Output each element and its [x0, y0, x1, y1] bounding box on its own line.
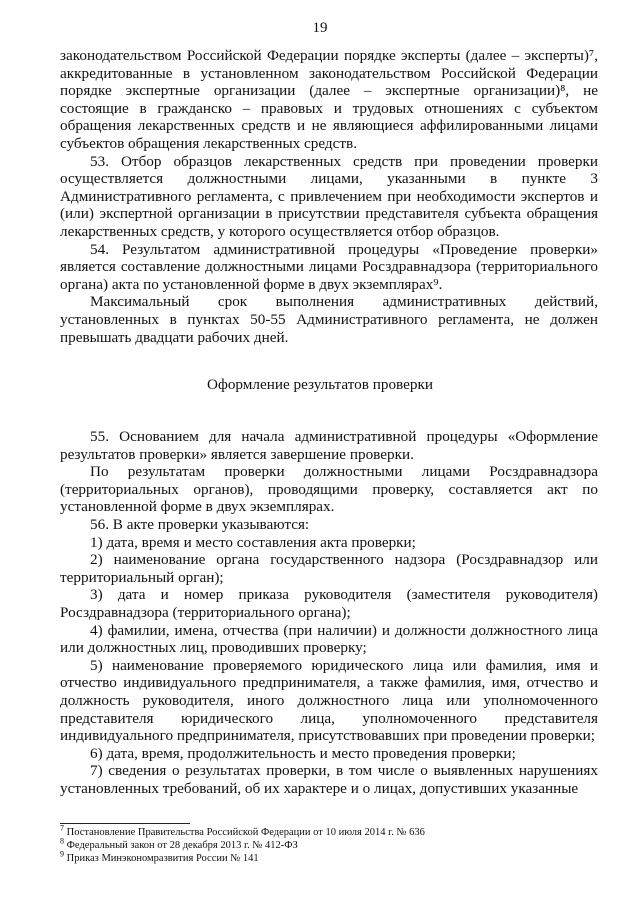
list-item-3: 3) дата и номер приказа руководителя (заместителя руководителя) Росздравнадзора (территориального органа); [60, 586, 598, 621]
paragraph-max-term: Максимальный срок выполнения административных действий, установленных в пунктах 50-55 Административного регламента, не должен превышать двадцати рабочих дней. [60, 293, 598, 346]
body-text-top [60, 47, 598, 346]
list-item-1: 1) дата, время и место составления акта проверки; [90, 533, 416, 551]
page-number: 19 [312, 20, 328, 36]
body-text-bottom [60, 428, 598, 797]
list-item-2: 2) наименование органа государственного надзора (Росздравнадзор или территориальный орган); [60, 551, 598, 586]
paragraph-54: 54. Результатом административной процедуры «Проведение проверки» является составление должностными лицами Росздравнадзора (территориального органа) акта по установленной форме в двух экземплярах⁹. [60, 240, 598, 293]
footnote: $^8$ Федеральный закон от 28 декабря 2013 г. № 412-ФЗ [60, 836, 298, 851]
footnote: $^9$ Приказ Минэкономразвития России № 141 [60, 849, 259, 864]
list-item-7: 7) сведения о результатах проверки, в том числе о выявленных нарушениях установленных требований, об их характере и о лицах, допустивших указанные [60, 762, 598, 797]
footnote: $^7$ Постановление Правительства Российской Федерации от 10 июля 2014 г. № 636 [60, 823, 425, 838]
list-item-4: 4) фамилии, имена, отчества (при наличии) и должности должностного лица или должностных лиц, проводивших проверку; [60, 621, 598, 657]
list-item-6: 6) дата, время, продолжительность и место проведения проверки; [90, 744, 516, 762]
footnotes [60, 823, 598, 865]
footnote-divider [60, 823, 190, 824]
paragraph-56: 56. В акте проверки указываются: [90, 515, 310, 533]
paragraph-experts: законодательством Российской Федерации порядке эксперты (далее – эксперты)⁷, аккредитованные в установленном законодательством Российской Федерации порядке экспертные организации (далее – экспертные организации)⁸, не состоящие в гражданско – правовых и трудовых отношениях с субъектом обращения лекарственных средств и не являющиеся аффилированными лицами субъектов обращения лекарственных средств. [60, 47, 598, 152]
paragraph-act-drafting: По результатам проверки должностными лицами Росздравнадзора (территориальных органов), проводящими проверку, составляется акт по установленной форме в двух экземплярах. [60, 463, 598, 516]
paragraph-55: 55. Основанием для начала административной процедуры «Оформление результатов проверки» является завершение проверки. [60, 428, 598, 463]
list-item-5: 5) наименование проверяемого юридического лица или фамилия, имя и отчество индивидуального предпринимателя, а также фамилия, имя, отчество и должность руководителя, иного должностного лица или уполномоченного представителя юридического лица, уполномоченного представителя индивидуального предпринимателя, присутствовавших при проведении проверки; [60, 656, 598, 745]
paragraph-53: 53. Отбор образцов лекарственных средств при проведении проверки осуществляется должностными лицами, указанными в пункте 3 Административного регламента, с привлечением при необходимости экспертов и (или) экспертной организации в присутствии представителя субъекта обращения лекарственных средств, у которого осуществляется отбор образцов. [60, 152, 598, 240]
section-heading: Оформление результатов проверки [207, 376, 433, 393]
